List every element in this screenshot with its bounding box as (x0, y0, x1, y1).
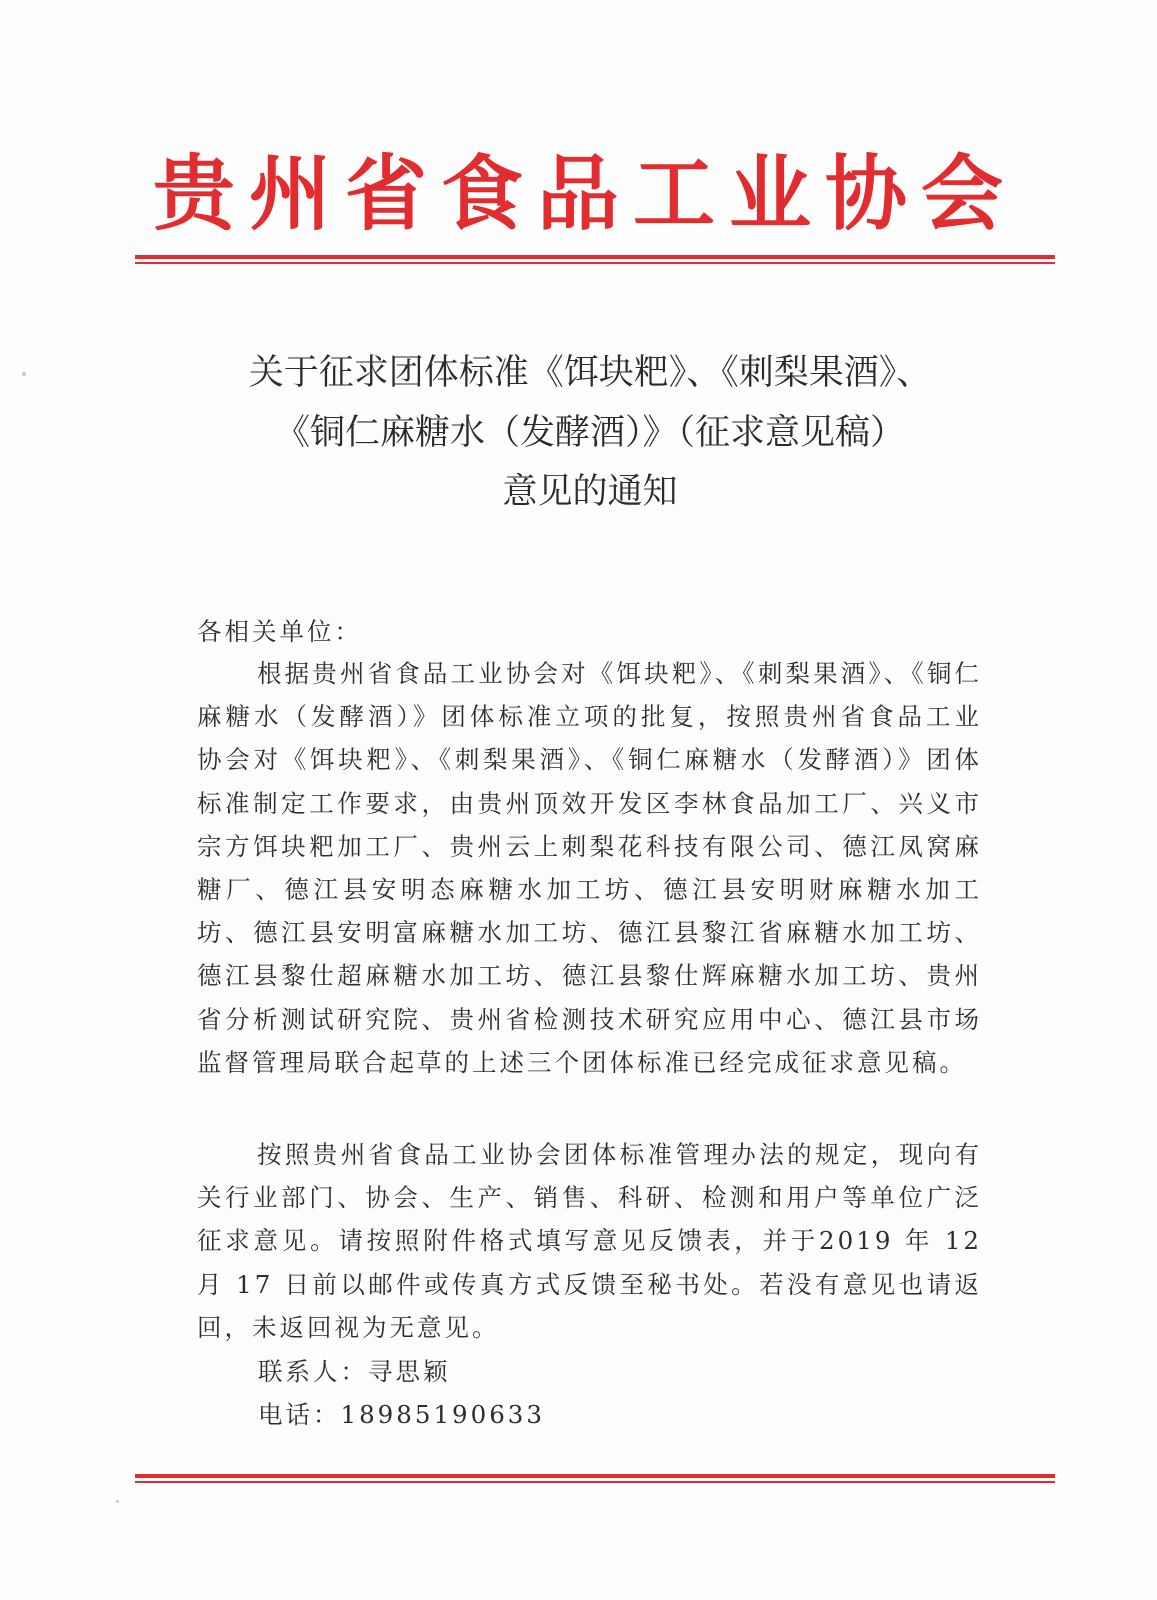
contact-person-name: 寻思颖 (368, 1357, 451, 1386)
contact-phone (258, 1393, 545, 1436)
footer-rule-thin-line (135, 1481, 1055, 1483)
contact-phone-label: 电话： (258, 1400, 341, 1429)
header-red-rule (135, 255, 1055, 264)
contact-phone-number: 18985190633 (340, 1400, 545, 1429)
notice-title-line-2: 《铜仁麻糖水（发酵酒）》（征求意见稿） (274, 413, 905, 453)
header-rule-thick-line (135, 255, 1055, 259)
header-rule-thin-line (135, 262, 1055, 264)
scan-speck (116, 1500, 119, 1503)
footer-red-rule (135, 1474, 1055, 1483)
salutation: 各相关单位： (197, 617, 362, 646)
notice-title-line-3: 意见的通知 (502, 472, 678, 512)
body-paragraph-2: 按照贵州省食品工业协会团体标准管理办法的规定，现向有关行业部门、协会、生产、销售、科研、检测和用户等单位广泛征求意见。请按照附件格式填写意见反馈表，并于2019 年 12 月 17 日前以邮件或传真方式反馈至秘书处。若没有意见也请返回，未返回视为无意见。 (197, 1140, 982, 1342)
body-paragraph-1: 根据贵州省食品工业协会对《饵块粑》、《刺梨果酒》、《铜仁麻糖水（发酵酒）》团体标准立项的批复，按照贵州省食品工业协会对《饵块粑》、《刺梨果酒》、《铜仁麻糖水（发酵酒）》团体标准制定工作要求，由贵州顶效开发区李林食品加工厂、兴义市宗方饵块粑加工厂、贵州云上刺梨花科技有限公司、德江凤窝麻糖厂、德江县安明态麻糖水加工坊、德江县安明财麻糖水加工坊、德江县安明富麻糖水加工坊、德江县黎江省麻糖水加工坊、德江县黎仕超麻糖水加工坊、德江县黎仕辉麻糖水加工坊、贵州省分析测试研究院、贵州省检测技术研究应用中心、德江县市场监督管理局联合起草的上述三个团体标准已经完成征求意见稿。 (197, 659, 982, 1077)
scan-speck (22, 372, 26, 376)
organization-letterhead: 贵州省食品工业协会 (152, 147, 1017, 242)
notice-title-line-1: 关于征求团体标准《饵块粑》、《刺梨果酒》、 (248, 353, 932, 393)
contact-person-label: 联系人： (258, 1357, 368, 1386)
contact-person (258, 1350, 451, 1393)
footer-rule-thick-line (135, 1474, 1055, 1478)
